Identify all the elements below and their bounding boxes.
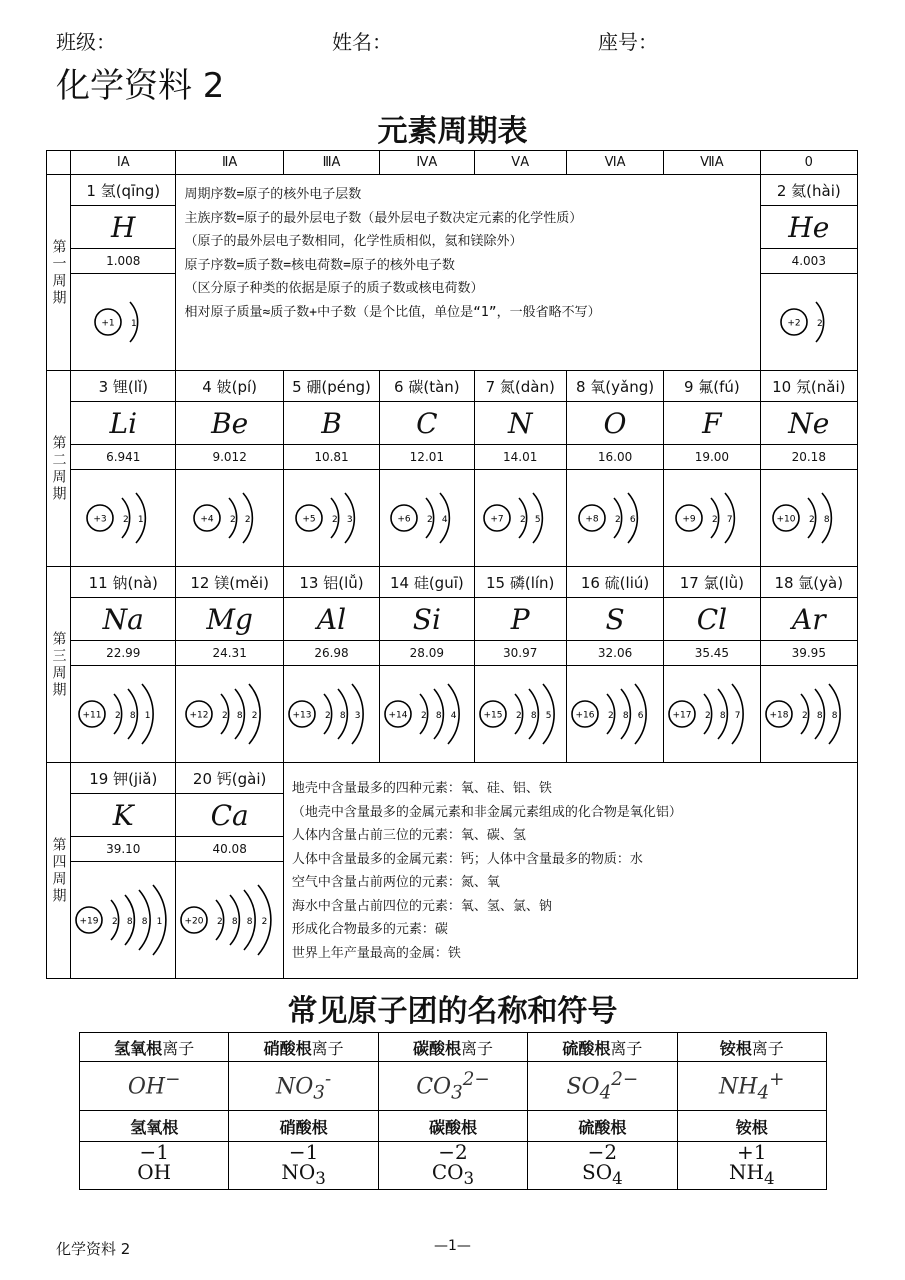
electron-count: 6 [637,711,644,721]
group-sub: 3 [463,1169,475,1188]
note-line: （地壳中含量最多的金属元素和非金属元素组成的化合物是氧化铝） [291,804,682,820]
electron-count: 2 [711,515,718,525]
nucleus-charge: +15 [483,710,503,721]
radical-name: 硝酸根 [229,1111,378,1142]
element-symbol: P [474,598,566,641]
nucleus-charge: +8 [585,514,599,525]
electron-count: 6 [629,515,636,525]
group-label: ⅢA [283,151,379,175]
atom-structure-diagram [71,470,176,567]
element-symbol: Mg [176,598,283,641]
atom-svg [567,671,665,757]
period-label: 第一周期 [47,175,71,371]
element-name: 16 硫(liú) [566,567,663,598]
formula-base: SO [566,1073,600,1099]
electron-count: 2 [123,515,129,525]
electron-count: 2 [331,515,338,525]
group-label: ⅥA [566,151,663,175]
ion-name: 硫酸根 [562,1038,611,1058]
ion-name: 铵根 [719,1038,752,1058]
nucleus-charge: +14 [388,710,408,721]
nucleus-charge: +11 [82,710,102,721]
ion-formula [378,1062,527,1111]
nucleus-charge: +20 [184,916,204,927]
electron-count: 2 [808,515,815,525]
atomic-mass: 22.99 [71,641,176,666]
electron-count: 2 [801,711,808,721]
nucleus-charge: +12 [189,710,209,721]
group-sub: 4 [763,1169,775,1188]
ion-suffix: 离子 [610,1038,643,1058]
ion-charge: − [165,1068,181,1090]
electron-count: 1 [144,711,151,721]
electron-count: 2 [614,515,621,525]
atom-structure-diagram [176,666,283,763]
atom-structure-diagram [176,470,283,567]
element-symbol: O [566,402,663,445]
ion-name: 碳酸根 [412,1038,461,1058]
atom-structure-diagram [71,666,176,763]
ion-name-cell [528,1033,677,1062]
formula-base: CO [416,1073,452,1099]
electron-count: 1 [156,917,163,927]
atom-structure-diagram [176,862,283,979]
atom-svg [284,671,382,757]
note-line: 形成化合物最多的元素：碳 [291,922,448,937]
valence: −1 [288,1140,319,1164]
element-symbol: Ca [176,794,283,837]
group-label: ⅤA [474,151,566,175]
atomic-mass: 40.08 [176,837,283,862]
atom-structure-diagram [664,470,760,567]
electron-count: 3 [354,711,361,721]
electron-count: 8 [126,917,133,927]
nucleus-charge: +17 [672,710,692,721]
electron-count: 8 [130,711,136,721]
element-symbol: Ar [760,598,857,641]
atom-structure-diagram [380,470,474,567]
electron-count: 1 [131,319,137,329]
ions-table [79,1032,827,1190]
note-line: （原子的最外层电子数相同，化学性质相似，氦和镁除外） [184,234,523,249]
ion-name-cell [80,1033,229,1062]
formula-base: NH [719,1073,758,1099]
atomic-mass: 9.012 [176,445,283,470]
nucleus-charge: +13 [292,710,312,721]
atom-structure-diagram [283,666,379,763]
electron-count: 2 [115,711,121,721]
ion-suffix: 离子 [162,1038,195,1058]
electron-count: 8 [141,917,148,927]
atom-svg [176,877,290,963]
element-name: 12 镁(měi) [176,567,283,598]
atom-structure-diagram [566,666,663,763]
period-label: 第四周期 [47,763,71,979]
electron-count: 8 [530,711,537,721]
nucleus-charge: +6 [397,514,411,525]
atom-svg [386,475,468,561]
atom-structure-diagram [71,274,176,371]
ion-formula [677,1062,826,1111]
page-number: —1— [434,1238,471,1254]
element-name: 17 氯(lǜ) [664,567,760,598]
period4-notes [283,763,857,979]
electron-count: 2 [426,515,433,525]
group-base: CO [431,1160,464,1184]
valence: −1 [139,1140,169,1164]
electron-count: 8 [232,917,239,927]
atom-svg [189,475,271,561]
period-label: 第二周期 [47,371,71,567]
group-sub: 3 [315,1169,326,1188]
atomic-mass: 1.008 [71,249,176,274]
atomic-mass: 30.97 [474,641,566,666]
element-name: 15 磷(lín) [474,567,566,598]
valence-cell [528,1142,677,1190]
element-name: 3 锂(lǐ) [71,371,176,402]
radical-name: 碳酸根 [378,1111,527,1142]
nucleus-charge: +19 [79,916,99,927]
element-symbol: K [71,794,176,837]
ion-formula [229,1062,378,1111]
atom-structure-diagram [283,470,379,567]
radical-name: 硫酸根 [528,1111,677,1142]
corner-cell [47,151,71,175]
ion-suffix: 离子 [311,1038,344,1058]
nucleus-charge: +9 [682,514,696,525]
valence: +1 [737,1140,767,1164]
element-symbol: N [474,402,566,445]
atomic-mass: 4.003 [760,249,857,274]
nucleus-charge: +5 [301,514,316,525]
nucleus-charge: +4 [200,514,214,525]
element-symbol: Ne [760,402,857,445]
note-line: 世界上年产量最高的金属：铁 [291,945,461,961]
electron-count: 8 [831,711,837,721]
electron-count: 2 [705,711,711,721]
element-name: 6 碳(tàn) [380,371,474,402]
atom-svg [71,877,185,963]
element-symbol: C [380,402,474,445]
formula-sub: 4 [757,1082,770,1104]
ion-name-cell [677,1033,826,1062]
electron-count: 8 [436,711,442,721]
ion-name-cell [229,1033,378,1062]
electron-count: 8 [816,711,823,721]
atomic-mass: 16.00 [566,445,663,470]
nucleus-charge: +16 [575,710,595,721]
group-label: ⅣA [380,151,474,175]
valence-cell [378,1142,527,1190]
element-name: 9 氟(fú) [664,371,760,402]
ion-suffix: 离子 [751,1038,784,1058]
element-symbol: Na [71,598,176,641]
atom-structure-diagram [474,470,566,567]
electron-count: 2 [520,515,526,525]
radical-name: 铵根 [677,1111,826,1142]
element-name: 19 钾(jiǎ) [71,763,176,794]
electron-count: 8 [720,711,726,721]
element-symbol: H [71,206,176,249]
valence-cell [229,1142,378,1190]
atom-structure-diagram [380,666,474,763]
atom-svg [776,279,842,365]
atom-svg [380,671,478,757]
nucleus-charge: +7 [490,514,504,525]
electron-count: 2 [112,917,118,927]
electron-count: 2 [251,711,258,721]
atom-svg [479,475,561,561]
electron-count: 2 [515,711,522,721]
formula-sub: 4 [599,1082,612,1104]
element-name: 1 氢(qīng) [71,175,176,206]
element-symbol: Al [283,598,379,641]
note-line: 地壳中含量最多的四种元素：氧、硅、铝、铁 [291,781,552,796]
atom-structure-diagram [760,666,857,763]
electron-count: 2 [607,711,614,721]
electron-count: 2 [217,917,224,927]
element-symbol: F [664,402,760,445]
electron-count: 7 [726,515,733,525]
group-header-row [47,151,858,175]
electron-count: 1 [138,515,144,525]
group-base: NO [281,1160,316,1184]
element-name: 11 钠(nà) [71,567,176,598]
periodic-table-title: 元素周期表 [377,114,528,149]
element-symbol: Be [176,402,283,445]
element-symbol: B [283,402,379,445]
atomic-mass: 28.09 [380,641,474,666]
element-name: 2 氦(hài) [760,175,857,206]
atom-structure-diagram [760,274,857,371]
group-label: ⅡA [176,151,283,175]
atomic-mass: 20.18 [760,445,857,470]
electron-count: 5 [545,711,551,721]
nucleus-charge: +2 [787,318,801,329]
ion-name: 氢氧根 [114,1038,163,1058]
atom-svg [74,671,172,757]
atomic-mass: 6.941 [71,445,176,470]
period-label: 第三周期 [47,567,71,763]
nucleus-charge: +1 [101,318,115,329]
atom-svg [475,671,573,757]
nucleus-charge: +10 [776,514,796,525]
valence: −2 [587,1140,618,1164]
formula-sub: 3 [451,1082,463,1104]
group-label: ⅦA [664,151,760,175]
atomic-mass: 10.81 [283,445,379,470]
electron-count: 4 [441,515,448,525]
atom-svg [574,475,656,561]
electron-count: 3 [346,515,353,525]
element-name: 7 氮(dàn) [474,371,566,402]
electron-count: 4 [450,711,457,721]
element-name: 4 铍(pí) [176,371,283,402]
atom-svg [671,475,753,561]
electron-count: 2 [221,711,228,721]
atom-svg [82,475,164,561]
atom-svg [761,671,859,757]
ion-name-cell [378,1033,527,1062]
atomic-mass: 26.98 [283,641,379,666]
electron-count: 5 [535,515,541,525]
atom-structure-diagram [566,470,663,567]
note-line: （区分原子种类的依据是原子的质子数或核电荷数） [184,281,484,296]
group-base: SO [582,1160,613,1184]
atom-svg [90,279,156,365]
ion-charge: - [324,1068,332,1090]
ion-charge: 2− [611,1068,639,1090]
footer-title: 化学资料 2 [56,1240,131,1258]
element-symbol: He [760,206,857,249]
electron-count: 2 [244,515,251,525]
electron-count: 2 [816,319,823,329]
electron-count: 2 [421,711,427,721]
element-symbol: Si [380,598,474,641]
atomic-mass: 39.10 [71,837,176,862]
electron-count: 2 [229,515,236,525]
atom-svg [768,475,850,561]
formula-base: NO [276,1073,314,1099]
atomic-mass: 35.45 [664,641,760,666]
electron-count: 8 [622,711,629,721]
formula-sub: 3 [313,1082,325,1104]
ion-charge: + [769,1068,785,1090]
ion-formula [528,1062,677,1111]
ion-name: 硝酸根 [263,1038,312,1058]
atomic-mass: 14.01 [474,445,566,470]
note-line: 海水中含量占前四位的元素：氧、氢、氯、钠 [291,898,552,914]
note-line: 相对原子质量≈质子数+中子数（是个比值，单位是“1”，一般省略不写） [184,304,601,320]
electron-count: 7 [734,711,741,721]
group-label: ⅠA [71,151,176,175]
element-name: 18 氩(yà) [760,567,857,598]
name-label: 姓名： [332,30,392,54]
element-symbol: S [566,598,663,641]
document-title: 化学资料 2 [56,66,225,106]
atom-structure-diagram [760,470,857,567]
atomic-mass: 24.31 [176,641,283,666]
ions-title: 常见原子团的名称和符号 [287,994,618,1029]
ion-suffix: 离子 [460,1038,493,1058]
element-name: 13 铝(lǚ) [283,567,379,598]
electron-count: 8 [823,515,830,525]
element-name: 10 氖(nǎi) [760,371,857,402]
element-name: 14 硅(guī) [380,567,474,598]
electron-count: 2 [262,917,268,927]
valence-cell [80,1142,229,1190]
nucleus-charge: +18 [769,710,789,721]
atomic-mass: 12.01 [380,445,474,470]
element-name: 8 氧(yǎng) [566,371,663,402]
group-base: OH [137,1160,172,1184]
periodic-table [46,150,858,979]
ion-charge: 2− [462,1068,490,1090]
element-symbol: Li [71,402,176,445]
class-label: 班级： [56,30,116,54]
atom-svg [664,671,762,757]
seat-label: 座号： [598,30,658,54]
note-line: 人体中含量最多的金属元素：钙；人体中含量最多的物质：水 [291,851,643,867]
element-symbol: Cl [664,598,760,641]
atom-structure-diagram [664,666,760,763]
electron-count: 8 [339,711,346,721]
atomic-mass: 39.95 [760,641,857,666]
note-line: 空气中含量占前两位的元素：氮、氧 [291,875,500,890]
nucleus-charge: +3 [93,514,107,525]
note-line: 原子序数=质子数=核电荷数=原子的核外电子数 [184,257,455,273]
atomic-mass: 19.00 [664,445,760,470]
atom-structure-diagram [71,862,176,979]
element-name: 5 硼(péng) [283,371,379,402]
group-base: NH [729,1160,764,1184]
electron-count: 8 [247,917,253,927]
valence: −2 [438,1140,468,1164]
period1-notes [176,175,760,371]
group-label: 0 [760,151,857,175]
electron-count: 8 [236,711,243,721]
atom-svg [291,475,373,561]
note-line: 人体内含量占前三位的元素：氧、碳、氢 [291,828,526,843]
atomic-mass: 32.06 [566,641,663,666]
formula-base: OH [127,1073,166,1099]
radical-name: 氢氧根 [80,1111,229,1142]
group-sub: 4 [612,1169,623,1188]
valence-cell [677,1142,826,1190]
electron-count: 2 [324,711,331,721]
element-name: 20 钙(gài) [176,763,283,794]
atom-svg [181,671,279,757]
note-line: 周期序数=原子的核外电子层数 [184,187,362,202]
note-line: 主族序数=原子的最外层电子数（最外层电子数决定元素的化学性质） [184,210,583,226]
ion-formula [80,1062,229,1111]
atom-structure-diagram [474,666,566,763]
